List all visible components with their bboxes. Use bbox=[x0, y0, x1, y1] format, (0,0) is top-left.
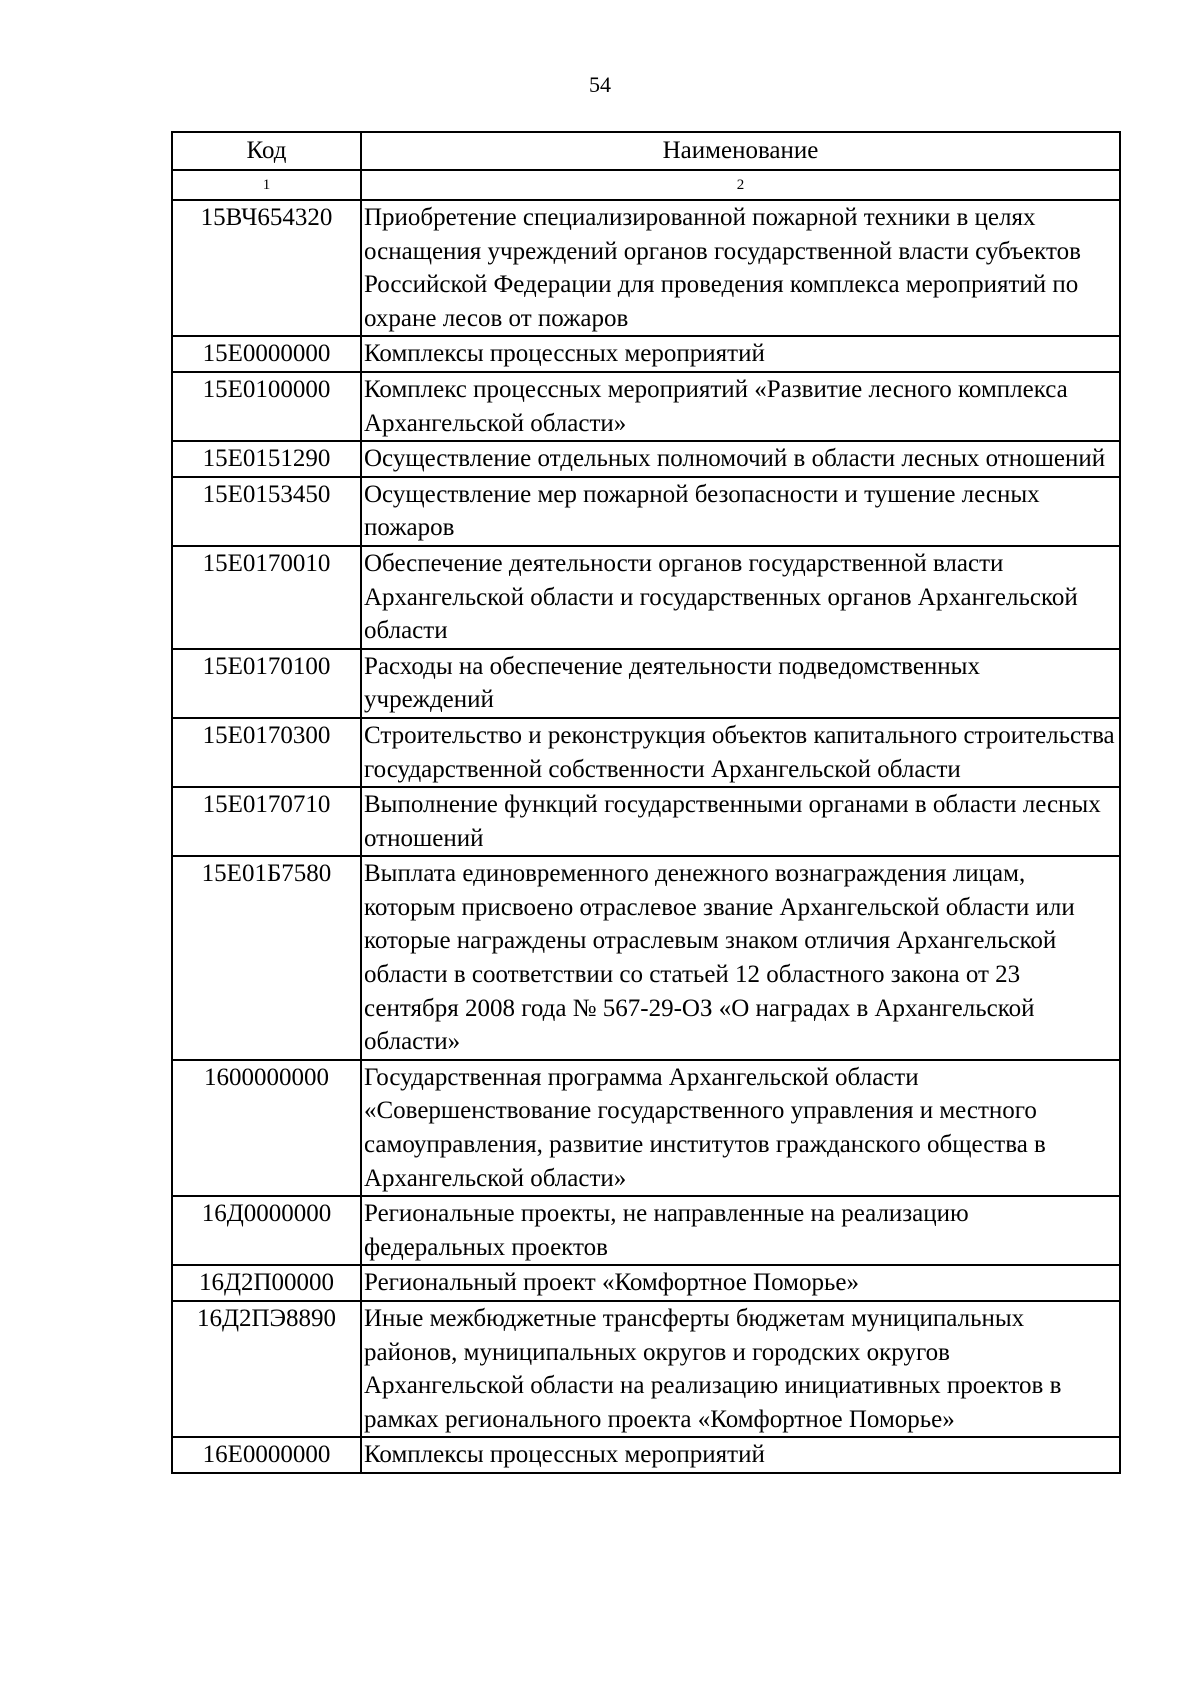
row-name: Осуществление отдельных полномочий в области лесных отношений bbox=[361, 441, 1120, 477]
page-number: 54 bbox=[589, 72, 611, 97]
row-name: Комплексы процессных мероприятий bbox=[361, 336, 1120, 372]
column-number-name: 2 bbox=[361, 170, 1120, 200]
header-row bbox=[172, 132, 1120, 170]
table-row bbox=[172, 1265, 1120, 1301]
row-code: 15Е0170010 bbox=[172, 546, 361, 649]
row-code: 16Д2ПЭ8890 bbox=[172, 1301, 361, 1437]
table-row bbox=[172, 718, 1120, 787]
table-row bbox=[172, 200, 1120, 336]
row-code: 15Е0170300 bbox=[172, 718, 361, 787]
row-name: Государственная программа Архангельской области «Совершенствование государственного управления и местного самоуправления, развитие институтов гражданского общества в Архангельской области» bbox=[361, 1060, 1120, 1196]
row-name: Выполнение функций государственными органами в области лесных отношений bbox=[361, 787, 1120, 856]
table-row bbox=[172, 1196, 1120, 1265]
row-code: 15ВЧ654320 bbox=[172, 200, 361, 336]
table-row bbox=[172, 787, 1120, 856]
row-code: 16Д2П00000 bbox=[172, 1265, 361, 1301]
header-name: Наименование bbox=[361, 132, 1120, 170]
table-row bbox=[172, 1060, 1120, 1196]
header-code: Код bbox=[172, 132, 361, 170]
column-number-row bbox=[172, 170, 1120, 200]
row-name: Иные межбюджетные трансферты бюджетам муниципальных районов, муниципальных округов и городских округов Архангельской области на реализацию инициативных проектов в рамках регионального проекта «Комфортное Поморье» bbox=[361, 1301, 1120, 1437]
table-row bbox=[172, 1437, 1120, 1473]
row-code: 1600000000 bbox=[172, 1060, 361, 1196]
row-name: Комплексы процессных мероприятий bbox=[361, 1437, 1120, 1473]
row-name: Обеспечение деятельности органов государственной власти Архангельской области и государственных органов Архангельской области bbox=[361, 546, 1120, 649]
table-row bbox=[172, 336, 1120, 372]
row-code: 16Д0000000 bbox=[172, 1196, 361, 1265]
column-number-code: 1 bbox=[172, 170, 361, 200]
row-name: Региональный проект «Комфортное Поморье» bbox=[361, 1265, 1120, 1301]
row-name: Выплата единовременного денежного вознаграждения лицам, которым присвоено отраслевое звание Архангельской области или которые награждены отраслевым знаком отличия Архангельской области в соответствии со статьей 12 областного закона от 23 сентября 2008 года № 567-29-ОЗ «О наградах в Архангельской области» bbox=[361, 856, 1120, 1060]
row-name: Расходы на обеспечение деятельности подведомственных учреждений bbox=[361, 649, 1120, 718]
row-name: Региональные проекты, не направленные на реализацию федеральных проектов bbox=[361, 1196, 1120, 1265]
table-row bbox=[172, 856, 1120, 1060]
row-code: 15Е0000000 bbox=[172, 336, 361, 372]
row-code: 15Е0100000 bbox=[172, 372, 361, 441]
row-name: Комплекс процессных мероприятий «Развитие лесного комплекса Архангельской области» bbox=[361, 372, 1120, 441]
table-row bbox=[172, 477, 1120, 546]
row-name: Приобретение специализированной пожарной техники в целях оснащения учреждений органов государственной власти субъектов Российской Федерации для проведения комплекса мероприятий по охране лесов от пожаров bbox=[361, 200, 1120, 336]
table-row bbox=[172, 1301, 1120, 1437]
row-code: 15Е0170710 bbox=[172, 787, 361, 856]
table-row bbox=[172, 546, 1120, 649]
row-code: 15Е0170100 bbox=[172, 649, 361, 718]
row-code: 15Е0151290 bbox=[172, 441, 361, 477]
code-table bbox=[171, 131, 1121, 1474]
row-name: Осуществление мер пожарной безопасности и тушение лесных пожаров bbox=[361, 477, 1120, 546]
table-row bbox=[172, 372, 1120, 441]
table-row bbox=[172, 649, 1120, 718]
table-row bbox=[172, 441, 1120, 477]
row-code: 15Е01Б7580 bbox=[172, 856, 361, 1060]
row-code: 16Е0000000 bbox=[172, 1437, 361, 1473]
row-code: 15Е0153450 bbox=[172, 477, 361, 546]
row-name: Строительство и реконструкция объектов капитального строительства государственной собственности Архангельской области bbox=[361, 718, 1120, 787]
